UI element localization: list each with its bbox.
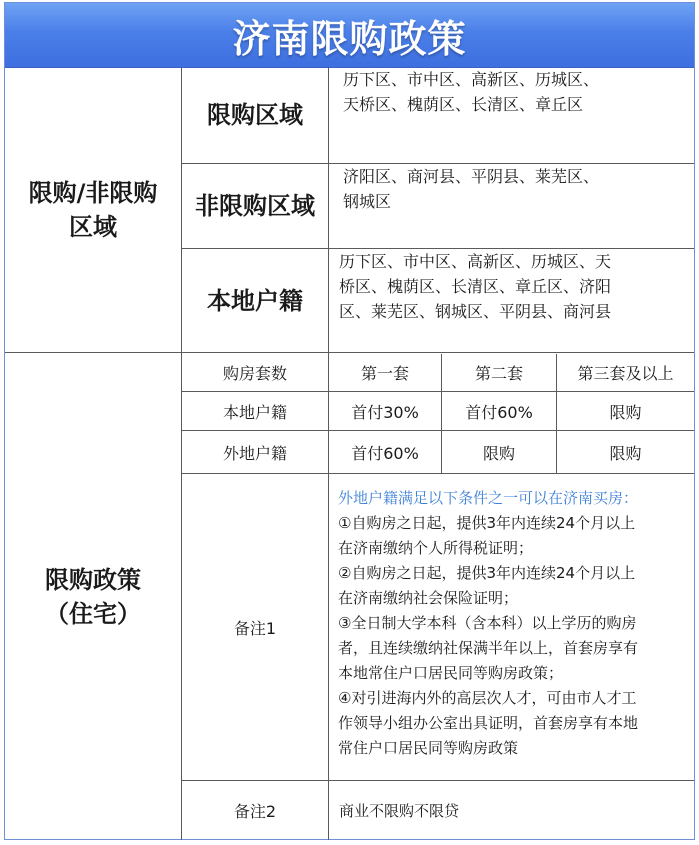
policy-table (4, 2, 695, 840)
section2-label-line2: （住宅） (45, 599, 141, 628)
restricted-areas (329, 67, 694, 163)
note1-heading: 外地户籍满足以下条件之一可以在济南买房： (338, 489, 639, 507)
note1-line: 在济南缴纳社会保险证明； (338, 589, 519, 607)
note1-line: 作领导小组办公室出具证明，首套房享有本地 (338, 714, 639, 732)
table-cell: 首付30% (351, 402, 419, 422)
note2-value: 商业不限购不限贷 (339, 802, 460, 820)
table-cell: 限购 (609, 402, 642, 422)
section1-label-line2: 区域 (69, 212, 117, 241)
note1-label: 备注1 (233, 618, 277, 638)
note1-line: 本地常住户口居民同等购房政策； (338, 664, 564, 682)
header-label: 购房套数 (222, 363, 287, 383)
section1-label (5, 67, 181, 352)
table-cell: 限购 (482, 443, 515, 463)
note1-line: 者，且连续缴纳社保满半年以上，首套房享有 (338, 639, 639, 657)
note2-label: 备注2 (233, 802, 277, 821)
section1-label-line1: 限购/非限购 (28, 178, 158, 207)
table-row-label: 外地户籍 (222, 443, 287, 463)
title-banner (5, 3, 694, 68)
table-row-label: 本地户籍 (222, 402, 287, 422)
note1-line: 在济南缴纳个人所得税证明； (338, 539, 534, 557)
local-hukou-areas-line: 桥区、槐荫区、长清区、章丘区、济阳 (339, 277, 612, 296)
restricted-areas-line: 历下区、市中区、高新区、历城区、 (343, 70, 600, 89)
note1-line: ③全日制大学本科（含本科）以上学历的购房 (338, 614, 637, 632)
note1-line: 常住户口居民同等购房政策 (338, 739, 519, 757)
local-hukou-areas-line: 区、莱芜区、钢城区、平阴县、商河县 (339, 302, 612, 321)
row-label-restricted: 限购区域 (207, 101, 303, 129)
local-hukou-areas-line: 历下区、市中区、高新区、历城区、天 (339, 252, 612, 271)
unrestricted-areas (329, 164, 694, 248)
note1-line: ④对引进海内外的高层次人才，可由市人才工 (338, 689, 637, 707)
table-cell: 首付60% (351, 443, 419, 463)
local-hukou-areas (329, 249, 694, 352)
unrestricted-areas-line: 钢城区 (343, 192, 392, 211)
table-cell: 限购 (609, 443, 642, 463)
note1-line: ②自购房之日起，提供3年内连续24个月以上 (338, 564, 636, 582)
note1-line: ①自购房之日起，提供3年内连续24个月以上 (338, 514, 636, 532)
header-col: 第三套及以上 (577, 363, 674, 383)
unrestricted-areas-line: 济阳区、商河县、平阴县、莱芜区、 (343, 167, 600, 186)
section2-label (5, 353, 181, 840)
note1-content (338, 486, 693, 761)
header-col: 第一套 (360, 363, 409, 383)
header-col: 第二套 (474, 363, 523, 383)
page-title: 济南限购政策 (232, 16, 467, 61)
table-cell: 首付60% (465, 402, 533, 422)
section2-label-line1: 限购政策 (45, 565, 141, 594)
restricted-areas-line: 天桥区、槐荫区、长清区、章丘区 (343, 95, 584, 114)
row-label-local-hukou: 本地户籍 (207, 286, 303, 315)
row-label-unrestricted: 非限购区域 (195, 192, 315, 220)
